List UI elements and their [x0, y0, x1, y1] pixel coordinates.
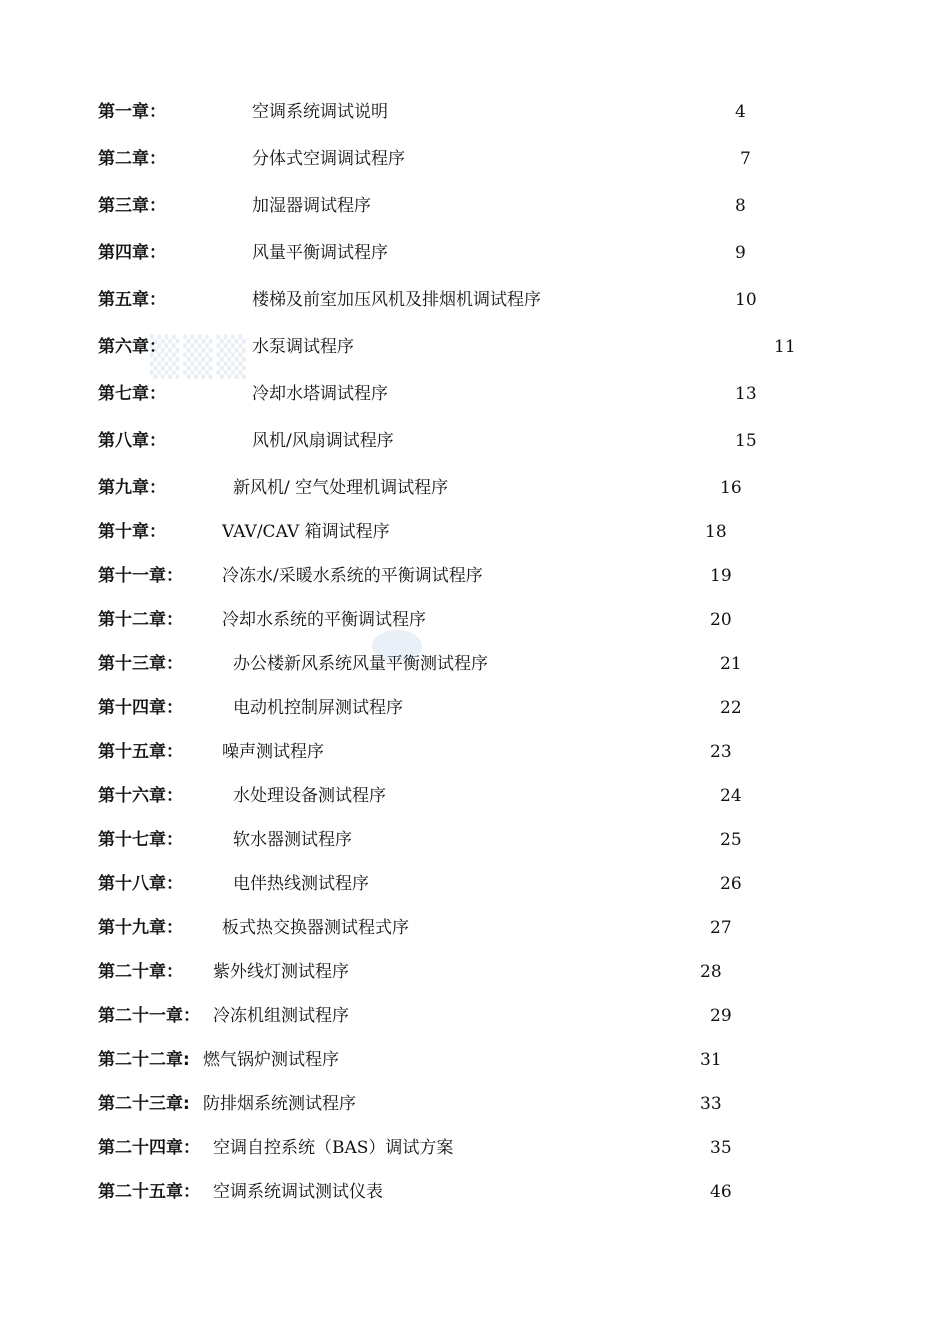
toc-title: 空调系统调试测试仪表 [213, 1182, 383, 1202]
toc-page-number: 46 [710, 1182, 732, 1202]
toc-row-5[interactable] [0, 285, 950, 315]
toc-row-23[interactable] [0, 1089, 950, 1119]
toc-page-number: 25 [720, 830, 742, 850]
toc-row-24[interactable] [0, 1133, 950, 1163]
toc-chapter-label: 第一章： [98, 102, 166, 122]
toc-chapter-label: 第二十一章： [98, 1006, 200, 1026]
toc-row-15[interactable] [0, 737, 950, 767]
toc-title: 防排烟系统测试程序 [203, 1094, 356, 1114]
toc-chapter-label: 第二十四章： [98, 1138, 200, 1158]
toc-chapter-label: 第六章： [98, 337, 166, 357]
toc-chapter-label: 第三章： [98, 196, 166, 216]
toc-chapter-label: 第十九章： [98, 918, 183, 938]
toc-title: 冷冻水/采暖水系统的平衡调试程序 [222, 566, 483, 586]
toc-title: 电伴热线测试程序 [233, 874, 369, 894]
toc-title: 分体式空调调试程序 [252, 149, 405, 169]
toc-row-3[interactable] [0, 191, 950, 221]
toc-page-number: 9 [735, 243, 746, 263]
toc-page-number: 16 [720, 478, 742, 498]
toc-page-number: 10 [735, 290, 757, 310]
toc-row-8[interactable] [0, 426, 950, 456]
toc-title: 空调系统调试说明 [252, 102, 388, 122]
toc-chapter-label: 第十六章： [98, 786, 183, 806]
toc-page-number: 13 [735, 384, 757, 404]
toc-row-4[interactable] [0, 238, 950, 268]
toc-title: 水泵调试程序 [252, 337, 354, 357]
toc-title: 软水器测试程序 [233, 830, 352, 850]
toc-row-2[interactable] [0, 144, 950, 174]
toc-title: 楼梯及前室加压风机及排烟机调试程序 [252, 290, 541, 310]
toc-page-number: 33 [700, 1094, 722, 1114]
toc-chapter-label: 第十三章： [98, 654, 183, 674]
toc-page-number: 29 [710, 1006, 732, 1026]
toc-row-13[interactable] [0, 649, 950, 679]
toc-page-number: 4 [735, 102, 746, 122]
toc-chapter-label: 第十四章： [98, 698, 183, 718]
toc-row-14[interactable] [0, 693, 950, 723]
toc-title: 紫外线灯测试程序 [213, 962, 349, 982]
toc-page-number: 18 [705, 522, 727, 542]
toc-title: 空调自控系统（BAS）调试方案 [213, 1138, 454, 1158]
toc-title: 水处理设备测试程序 [233, 786, 386, 806]
toc-title: 风量平衡调试程序 [252, 243, 388, 263]
toc-chapter-label: 第四章： [98, 243, 166, 263]
toc-title: 燃气锅炉测试程序 [203, 1050, 339, 1070]
toc-title: 冷冻机组测试程序 [213, 1006, 349, 1026]
toc-page-number: 35 [710, 1138, 732, 1158]
toc-page-number: 22 [720, 698, 742, 718]
toc-title: 风机/风扇调试程序 [252, 431, 394, 451]
toc-row-10[interactable] [0, 517, 950, 547]
toc-chapter-label: 第七章： [98, 384, 166, 404]
toc-row-21[interactable] [0, 1001, 950, 1031]
watermark-mark: ▒▒▒ [150, 334, 250, 379]
toc-chapter-label: 第二十二章: [98, 1050, 190, 1070]
toc-title: VAV/CAV 箱调试程序 [222, 522, 390, 542]
toc-row-25[interactable] [0, 1177, 950, 1207]
toc-page-number: 23 [710, 742, 732, 762]
toc-chapter-label: 第八章： [98, 431, 166, 451]
toc-chapter-label: 第十八章： [98, 874, 183, 894]
toc-chapter-label: 第二十三章: [98, 1094, 190, 1114]
toc-page-number: 27 [710, 918, 732, 938]
toc-page-number: 19 [710, 566, 732, 586]
toc-page-number: 28 [700, 962, 722, 982]
toc-page-number: 20 [710, 610, 732, 630]
toc-page-number: 11 [774, 337, 796, 357]
toc-row-19[interactable] [0, 913, 950, 943]
toc-chapter-label: 第十七章： [98, 830, 183, 850]
toc-chapter-label: 第二十章： [98, 962, 183, 982]
toc-page-number: 8 [735, 196, 746, 216]
toc-title: 新风机/ 空气处理机调试程序 [233, 478, 449, 498]
toc-chapter-label: 第十二章： [98, 610, 183, 630]
toc-page-number: 21 [720, 654, 742, 674]
toc-title: 冷却水系统的平衡调试程序 [222, 610, 426, 630]
toc-title: 冷却水塔调试程序 [252, 384, 388, 404]
toc-page-number: 15 [735, 431, 757, 451]
toc-title: 噪声测试程序 [222, 742, 324, 762]
toc-row-1[interactable] [0, 97, 950, 127]
toc-page-number: 31 [700, 1050, 722, 1070]
toc-row-11[interactable] [0, 561, 950, 591]
toc-chapter-label: 第十一章： [98, 566, 183, 586]
toc-chapter-label: 第二章： [98, 149, 166, 169]
toc-row-20[interactable] [0, 957, 950, 987]
toc-title: 电动机控制屏测试程序 [233, 698, 403, 718]
toc-page-number: 24 [720, 786, 742, 806]
toc-chapter-label: 第十五章： [98, 742, 183, 762]
toc-row-22[interactable] [0, 1045, 950, 1075]
toc-page-number: 7 [740, 149, 751, 169]
toc-title: 板式热交换器测试程式序 [222, 918, 409, 938]
toc-row-16[interactable] [0, 781, 950, 811]
toc-row-12[interactable] [0, 605, 950, 635]
toc-row-17[interactable] [0, 825, 950, 855]
toc-chapter-label: 第十章： [98, 522, 166, 542]
toc-page-number: 26 [720, 874, 742, 894]
toc-title: 办公楼新风系统风量平衡测试程序 [233, 654, 488, 674]
toc-chapter-label: 第二十五章： [98, 1182, 200, 1202]
toc-title: 加湿器调试程序 [252, 196, 371, 216]
toc-row-7[interactable] [0, 379, 950, 409]
toc-chapter-label: 第九章： [98, 478, 166, 498]
toc-row-9[interactable] [0, 473, 950, 503]
toc-chapter-label: 第五章： [98, 290, 166, 310]
toc-row-18[interactable] [0, 869, 950, 899]
toc-row-6[interactable] [0, 332, 950, 362]
